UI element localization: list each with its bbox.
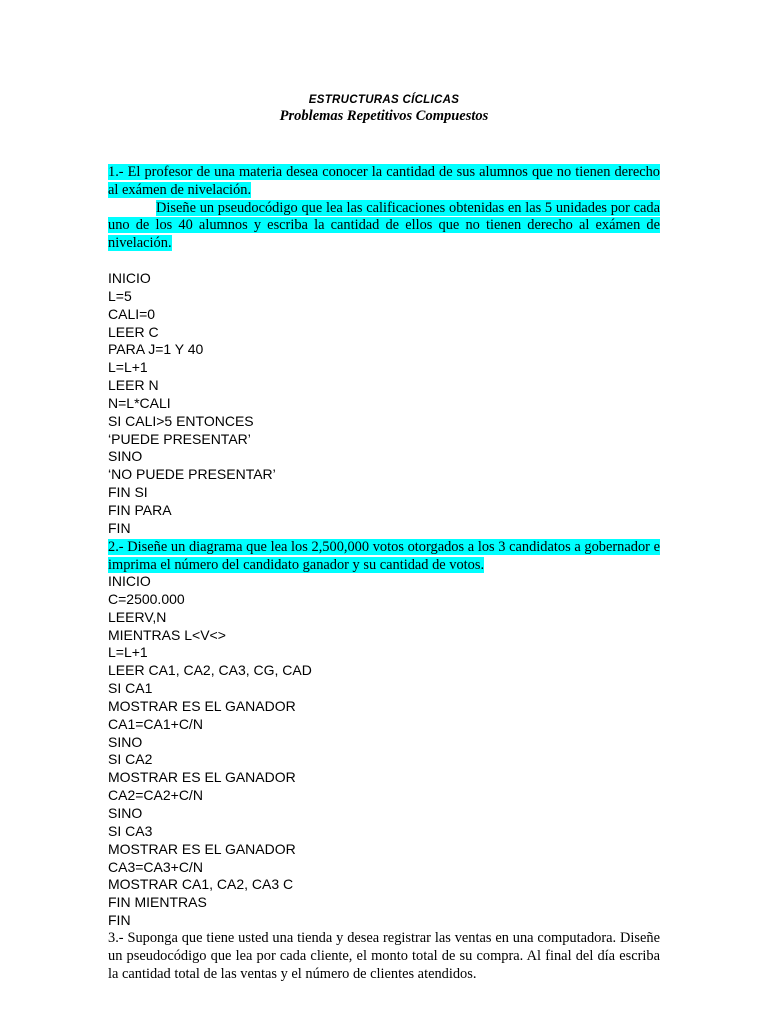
code-line: LEER N (108, 377, 159, 394)
problem-3-statement: 3.- Suponga que tiene usted una tienda y desea registrar las ventas en una computadora. Diseñe un pseudocódigo que lea por cada cliente, el monto total de su compra. Al final del día escriba la cantidad total de las ventas y el número de clientes atendidos. (108, 930, 660, 982)
code-line: MOSTRAR ES EL GANADOR (108, 697, 296, 714)
code-line: LEER C (108, 323, 159, 340)
problem-2-statement (108, 539, 660, 575)
code-line: INICIO (108, 573, 151, 589)
code-line: SI CA1 (108, 680, 153, 697)
code-block-2 (108, 573, 660, 930)
code-line: C=2500.000 (108, 590, 185, 607)
document-title: ESTRUCTURAS CÍCLICAS (308, 94, 460, 106)
code-line: L=L+1 (108, 359, 148, 376)
code-line: FIN MIENTRAS (108, 894, 207, 911)
code-line: SINO (108, 448, 143, 465)
code-line: FIN PARA (108, 501, 172, 518)
code-line: SINO (108, 804, 143, 821)
code-line: CA2=CA2+C/N (108, 787, 203, 804)
code-line: SI CA3 (108, 822, 153, 839)
code-line: INICIO (108, 270, 151, 286)
code-line: CA3=CA3+C/N (108, 858, 203, 875)
code-line: MOSTRAR CA1, CA2, CA3 C (108, 876, 294, 893)
problem-1 (108, 164, 660, 253)
pseudocode-1 (108, 270, 660, 538)
code-line: CALI=0 (108, 305, 156, 322)
code-line: ‘NO PUEDE PRESENTAR’ (108, 466, 276, 483)
code-line: SI CALI>5 ENTONCES (108, 412, 254, 429)
code-line: LEER CA1, CA2, CA3, CG, CAD (108, 662, 312, 679)
problem-2-text: 2.- Diseñe un diagrama que lea los 2,500,000 votos otorgados a los 3 candidatos a gobernador e imprima el número del candidato ganador y su cantidad de votos. (108, 539, 660, 573)
code-block-1 (108, 270, 660, 538)
code-line: PARA J=1 Y 40 (108, 341, 204, 358)
code-line: SINO (108, 733, 143, 750)
code-line: MIENTRAS L<V<> (108, 626, 226, 643)
code-line: N=L*CALI (108, 394, 171, 411)
problem-1-instruction: Diseñe un pseudocódigo que lea las calificaciones obtenidas en las 5 unidades por cada uno de los 40 alumnos y escriba la cantidad de ellos que no tienen derecho al exámen de nivelación. (108, 199, 660, 252)
code-line: LEERV,N (108, 608, 167, 625)
code-line: MOSTRAR ES EL GANADOR (108, 769, 296, 786)
code-line: ‘PUEDE PRESENTAR’ (108, 430, 251, 447)
code-line: CA1=CA1+C/N (108, 715, 203, 732)
problem-1-statement (108, 164, 660, 253)
code-line: FIN (108, 519, 131, 536)
problem-2 (108, 539, 660, 575)
code-line: L=5 (108, 287, 132, 304)
code-line: MOSTRAR ES EL GANADOR (108, 840, 296, 857)
code-line: L=L+1 (108, 644, 148, 661)
problem-1-text: 1.- El profesor de una materia desea conocer la cantidad de sus alumnos que no tienen derecho al exámen de nivelación. (108, 164, 660, 198)
code-line: SI CA2 (108, 751, 153, 768)
code-line: FIN (108, 912, 131, 929)
code-line: FIN SI (108, 484, 148, 501)
pseudocode-2 (108, 573, 660, 930)
problem-3 (108, 930, 660, 983)
document-subtitle: Problemas Repetitivos Compuestos (279, 108, 489, 124)
